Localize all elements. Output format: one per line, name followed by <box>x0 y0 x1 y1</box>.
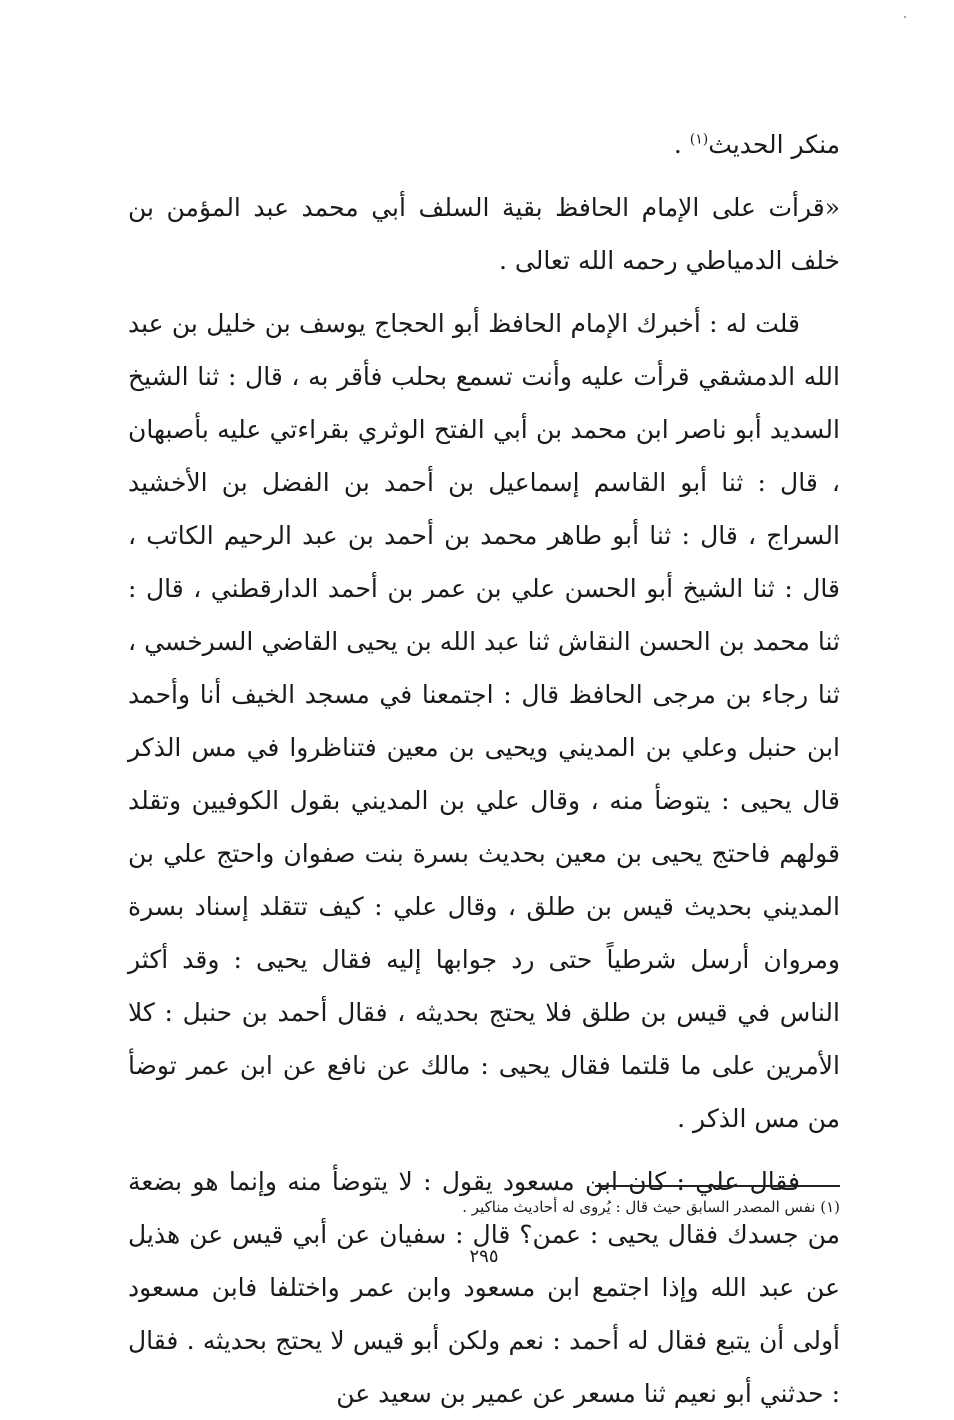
page-number: ٢٩٥ <box>469 1246 499 1267</box>
paragraph-2: قلت له : أخبرك الإمام الحافظ أبو الحجاج يوسف بن خليل بن عبد الله الدمشقي قرأت عليه وأنت تسمع بحلب فأقر به ، قال : ثنا الشيخ السديد أبو ناصر ابن محمد بن أبي الفتح الوثري بقراءتي عليه بأصبهان ، قال : ثنا أبو القاسم إسماعيل بن أحمد بن الفضل بن الأخشيد السراج ، قال : ثنا أبو طاهر محمد بن أحمد بن عبد الرحيم الكاتب ، قال : ثنا الشيخ أبو الحسن علي بن عمر بن أحمد الدارقطني ، قال : ثنا محمد بن الحسن النقاش ثنا عبد الله بن يحيى القاضي السرخسي ، ثنا رجاء بن مرجى الحافظ قال : اجتمعنا في مسجد الخيف أنا وأحمد ابن حنبل وعلي بن المديني ويحيى بن معين فتناظروا في مس الذكر قال يحيى : يتوضأ منه ، وقال علي بن المديني بقول الكوفيين وتقلد قولهم فاحتج يحيى بن معين بحديث بسرة بنت صفوان واحتج علي بن المديني بحديث قيس بن طلق ، وقال علي : كيف تتقلد إسناد بسرة ومروان أرسل شرطياً حتى رد جوابها إليه فقال يحيى : وقد أكثر الناس في قيس بن طلق فلا يحتج بحديثه ، فقال أحمد بن حنبل : كلا الأمرين على ما قلتما فقال يحيى : مالك عن نافع عن ابن عمر توضأ من مس الذكر . <box>128 309 840 1133</box>
opening-line <box>128 118 840 171</box>
footnote-text: (١) نفس المصدر السابق حيث قال : يُروى له أحاديث مناكير . <box>462 1198 840 1216</box>
paragraph-3: فقال علي : كان ابن مسعود يقول : لا يتوضأ منه وإنما هو بضعة من جسدك فقال يحيى : عمن؟ قال : سفيان عن أبي قيس عن هذيل عن عبد الله وإذا اجتمع ابن مسعود وابن عمر واختلفا فابن مسعود أولى أن يتبع فقال له أحمد : نعم ولكن أبو قيس لا يحتج بحديثه . فقال : حدثني أبو نعيم ثنا مسعر عن عمير بن سعيد عن <box>128 1167 840 1408</box>
book-page <box>128 118 840 1408</box>
footnote-reference: (١) <box>689 131 709 148</box>
footnote-divider <box>595 1185 840 1187</box>
opening-line-text: منكر الحديث <box>708 130 840 159</box>
scan-speck <box>904 16 906 18</box>
opening-line-end: . <box>673 130 690 159</box>
paragraph-1: «قرأت على الإمام الحافظ بقية السلف أبي محمد عبد المؤمن بن خلف الدمياطي رحمه الله تعالى . <box>128 193 840 275</box>
